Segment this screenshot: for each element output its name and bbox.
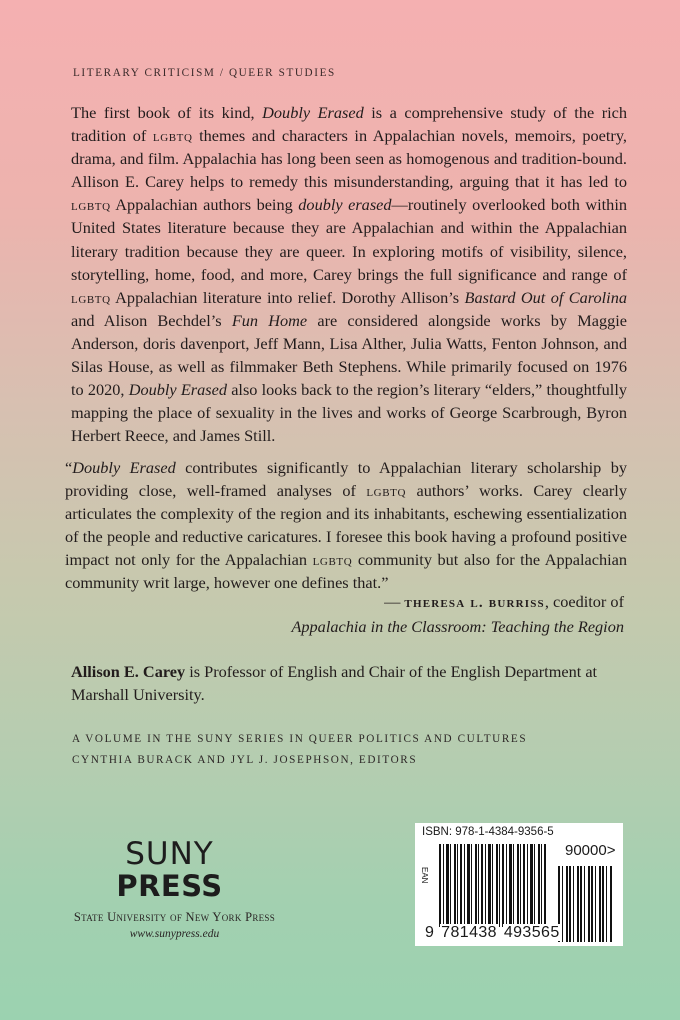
work-title-italic: Bastard Out of Carolina	[464, 287, 627, 307]
blurb-text: are considered alongside works by Maggie Anderson, doris davenport, Jeff Mann, Lisa Alther, Julia Watts, Fenton Johnson, and Silas House, as well as filmmaker Beth Stephens. While primarily focused on 1976 to 2020,	[71, 310, 627, 400]
blurb-text: Appalachian literature into relief. Dorothy Allison’s	[110, 287, 465, 307]
barcode-digit-first: 9	[425, 924, 435, 941]
quote-text: community but also for the Appalachian community writ large, however one defines that.”	[65, 550, 627, 593]
quote-text: authors’ works. Carey clearly articulates the complexity of the region and its inhabitants, eschewing essentialization of the people and reductive caricatures. I foresee this book having a profound positive impact not only for the Appalachian	[65, 481, 627, 570]
review-quote	[65, 456, 627, 595]
reviewer-book-title: Appalachia in the Classroom: Teaching the Region	[291, 617, 624, 636]
barcode-addon-bars-icon	[558, 866, 612, 942]
publisher-name: State University of New York Press	[73, 910, 276, 924]
lgbtq-smallcaps: lgbtq	[312, 550, 353, 570]
work-title-italic: Fun Home	[231, 310, 308, 330]
quote-text: contributes significantly to Appalachian literary scholarship by providing close, well-framed analyses of	[65, 458, 627, 501]
attribution-dash: —	[384, 592, 405, 611]
barcode-bars-icon	[439, 844, 547, 927]
barcode-digits	[424, 924, 561, 942]
lgbtq-smallcaps: lgbtq	[366, 481, 407, 501]
author-bio	[71, 660, 631, 706]
publisher-url: www.sunypress.edu	[129, 928, 220, 940]
lgbtq-smallcaps: lgbtq	[71, 195, 111, 215]
reviewer-role: , coeditor of	[544, 592, 624, 611]
author-bio-text: is Professor of English and Chair of the English Department at Marshall University.	[71, 662, 598, 705]
isbn-barcode	[415, 823, 623, 946]
series-title: A VOLUME IN THE SUNY SERIES IN QUEER POLITICS AND CULTURES	[72, 733, 528, 745]
book-title-italic: Doubly Erased	[72, 458, 176, 477]
isbn-label: ISBN: 978-1-4384-9356-5	[422, 826, 554, 838]
publisher-logo-press: PRESS	[116, 869, 223, 903]
blurb-text: and Alison Bechdel’s	[71, 310, 232, 330]
review-attribution	[291, 590, 624, 639]
reviewer-name: theresa l. burriss	[404, 595, 545, 611]
author-name: Allison E. Carey	[71, 662, 186, 681]
blurb-text: Appalachian authors being	[110, 195, 299, 215]
publisher-block	[72, 838, 277, 940]
blurb-text: themes and characters in Appalachian novels, memoirs, poetry, drama, and film. Appalachia has long been seen as homogenous and tradition-bound. Allison E. Carey helps to remedy this misunderstanding, arguing that it has led to	[71, 126, 627, 192]
lgbtq-smallcaps: lgbtq	[152, 126, 193, 146]
barcode-digit-group: 781438	[441, 924, 497, 941]
emphasis-italic: doubly erased	[298, 195, 392, 215]
lgbtq-smallcaps: lgbtq	[71, 287, 111, 307]
barcode-addon-number: 90000>	[565, 842, 616, 859]
category-label: LITERARY CRITICISM / QUEER STUDIES	[73, 67, 336, 79]
quote-mark: “	[65, 458, 73, 477]
book-title-italic: Doubly Erased	[128, 380, 227, 400]
blurb-text: The first book of its kind,	[71, 103, 263, 122]
blurb-text: also looks back to the region’s literary “elders,” thoughtfully mapping the place of sexuality in the lives and works of George Scarbrough, Byron Herbert Reece, and James Still.	[71, 380, 627, 446]
barcode-digit-group: 493565	[503, 924, 560, 941]
blurb-text: —routinely overlooked both within United States literature because they are Appalachian and within the Appalachian literary tradition because they are queer. In exploring motifs of visibility, silence, storytelling, home, food, and more, Carey brings the full significance and range of	[71, 195, 627, 284]
series-editors: CYNTHIA BURACK AND JYL J. JOSEPHSON, EDITORS	[72, 754, 418, 766]
series-info	[72, 729, 527, 771]
blurb-text: is a comprehensive study of the rich tradition of	[71, 103, 628, 146]
publisher-logo-suny: SUNY	[125, 836, 214, 872]
ean-label: EAN	[420, 867, 429, 884]
book-title-italic: Doubly Erased	[262, 103, 364, 122]
book-description	[71, 101, 627, 447]
